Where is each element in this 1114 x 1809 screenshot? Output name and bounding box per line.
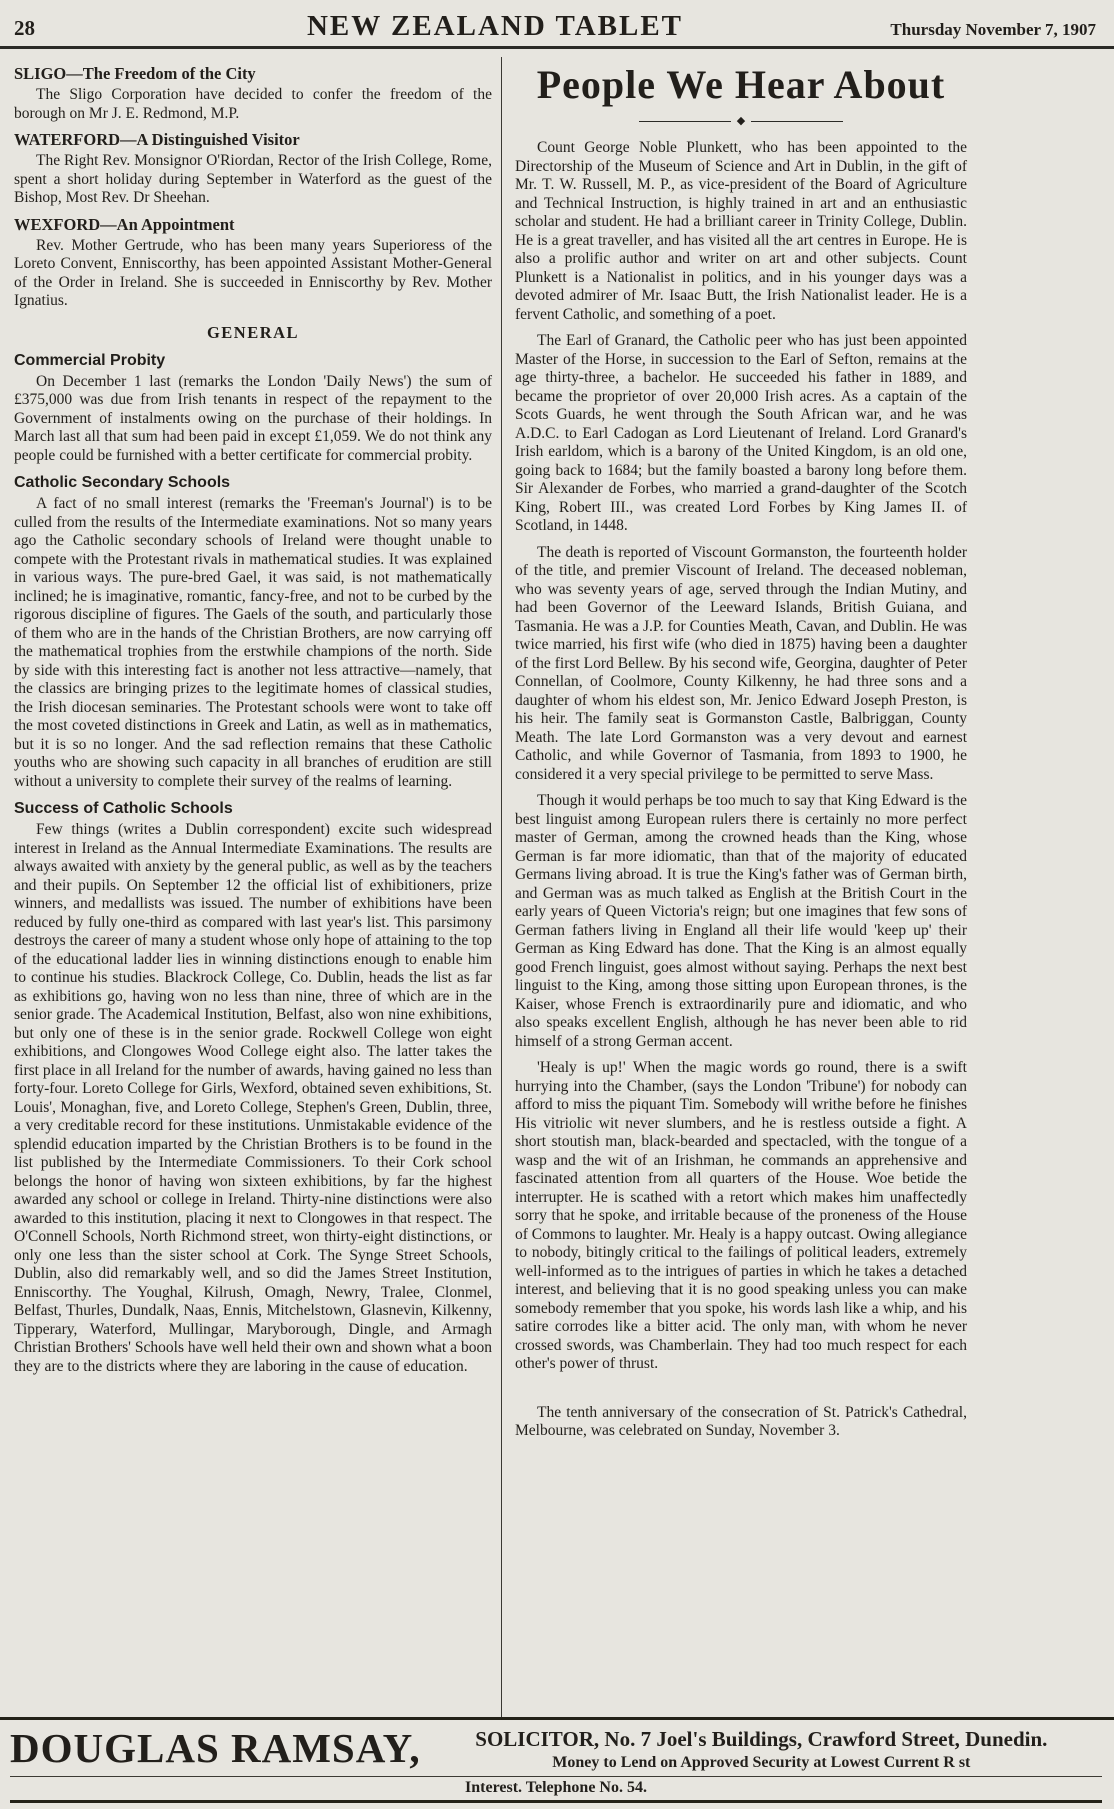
article-sligo (14, 64, 492, 123)
footer-ad (0, 1717, 1114, 1809)
divider-line (639, 121, 731, 122)
right-column (515, 57, 967, 1717)
paragraph-healy: 'Healy is up!' When the magic words go round, there is a swift hurrying into the Chamber, (says the London 'Tribune') for nobody can afford to miss the piquant Tim. Somebody will writhe before he finishes His vitriolic wit never slumbers, and he is restless outside a fight. A short stoutish man, black-bearded and spectacled, with the tongue of a wasp and the wit of an Irishman, he commands an apprehensive and fascinated attention from all quarters of the House. Woe betide the interrupter. He is scathed with a retort which makes him unaffectedly sorry that he spoke, and irritable because of the proneness of the House of Commons to laughter. Mr. Healy is a happy outcast. Owing allegiance to nobody, bitingly critical to the failings of political leaders, extremely well-informed as to the intrigues of parties in which he takes a detached interest, and believing that it is no good speaking unless you can make somebody remember that you spoke, his words lash like a whip, and his satire corrodes like a bitter acid. The only man, with whom he never crossed swords, was Chamberlain. They had too much respect for each other's power of thrust. (515, 1059, 967, 1372)
article-paragraph: On December 1 last (remarks the London 'Daily News') the sum of £375,000 was due from Irish tenants in respect of the repayment to the Government of instalments owing on the purchase of their holdings. In March last all that sum had been paid in except £1,059. We do not think any people could be furnished with a better certificate for commercial probity. (14, 372, 492, 464)
feature-title: People We Hear About (536, 62, 946, 107)
footer-ad-row (10, 1724, 1102, 1772)
article-heading: Success of Catholic Schools (14, 800, 233, 817)
diamond-icon: ◆ (736, 115, 746, 127)
article-catholic-secondary-schools (14, 474, 492, 791)
article-heading: Catholic Secondary Schools (14, 474, 231, 491)
advertiser-details (421, 1724, 1102, 1772)
article-heading: WATERFORD—A Distinguished Visitor (14, 130, 300, 149)
article-heading: Commercial Probity (14, 351, 166, 369)
diamond-divider (515, 116, 967, 127)
advertiser-title-address: SOLICITOR, No. 7 Joel's Buildings, Crawford Street, Dunedin. (475, 1727, 1048, 1751)
article-paragraph: Rev. Mother Gertrude, who has been many years Superioress of the Loreto Convent, Enniscorthy, has been appointed Assistant Mother-General of the Order in Ireland. She is succeeded in Enniscorthy by Rev. Mother Ignatius. (14, 236, 492, 309)
paragraph-plunkett: Count George Noble Plunkett, who has been appointed to the Directorship of the Museum of Science and Art in Dublin, in the gift of Mr. T. W. Russell, M. P., as vice-president of the Board of Agriculture and Technical Instruction, is highly trained in art and an enthusiastic scholar and student. He had a brilliant career in Trinity College, Dublin. He is a great traveller, and has visited all the art centres in Europe. He is also a prolific author and writer on art and other subjects. Count Plunkett is a Nationalist in politics, and in his younger days was a devoted admirer of Mr. Isaac Butt, the Irish Nationalist leader. He is a fervent Catholic, and something of a poet. (515, 139, 967, 323)
left-column (14, 57, 492, 1717)
advertiser-telephone: Interest. Telephone No. 54. (10, 1776, 1102, 1803)
masthead-title: NEW ZEALAND TABLET (306, 10, 684, 42)
article-paragraph: The Right Rev. Monsignor O'Riordan, Rector of the Irish College, Rome, spent a short holiday during September in Waterford as the guest of the Bishop, Most Rev. Dr Sheehan. (14, 152, 492, 206)
article-paragraph: The Sligo Corporation have decided to confer the freedom of the borough on Mr J. E. Redmond, M.P. (14, 86, 492, 122)
advertiser-name: DOUGLAS RAMSAY, (10, 1725, 421, 1771)
article-heading: SLIGO—The Freedom of the City (14, 64, 256, 83)
paragraph-st-patricks: The tenth anniversary of the consecration of St. Patrick's Cathedral, Melbourne, was celebrated on Sunday, November 3. (515, 1403, 967, 1439)
paragraph-granard: The Earl of Granard, the Catholic peer who has just been appointed Master of the Horse, in succession to the Earl of Sefton, remains at the age thirty-three, a bachelor. He succeeded his father in 1889, and became the proprietor of over 20,000 Irish acres. As a captain of the Scots Guards, he went through the South African war, and he was A.D.C. to Earl Cadogan as Lord Lieutenant of Ireland. Lord Granard's Irish earldom, which is a barony of the United Kingdom, is an old one, going back to 1684; but the family boasted a barony long before them. Sir Alexander de Forbes, who married a grand-daughter of the Scotch King, Robert III., was created Lord Forbes by King James II. of Scotland, in 1448. (515, 332, 967, 534)
article-commercial-probity (14, 352, 492, 466)
article-heading: WEXFORD—An Appointment (14, 214, 235, 234)
article-wexford (14, 215, 492, 311)
section-heading-general: GENERAL (206, 322, 300, 342)
paragraph-king-edward: Though it would perhaps be too much to say that King Edward is the best linguist among European rulers there is certainly no more perfect master of German, among the crowned heads than the King, whose German is far more idiomatic, than that of the majority of educated Germans living abroad. It is true the King's father was of German birth, and German was as much talked as English at the British Court in the early years of Queen Victoria's reign; but one imagines that few sons of German fathers living in England all their life would 'keep up' their German as King Edward has done. That the King is an almost equally good French linguist, goes almost without saying. Perhaps the next best linguist to the King, among those sitting upon European thrones, is the Kaiser, whose French is extraordinarily pure and idiomatic, and who also speaks excellent English, although he has never been able to rid himself of a strong German accent. (515, 792, 967, 1050)
page-header (0, 0, 1114, 46)
article-paragraph: Few things (writes a Dublin correspondent) excite such widespread interest in Ireland as the Annual Intermediate Examinations. The results are always awaited with anxiety by the general public, as well as by the teachers and their pupils. On September 12 the official list of exhibitioners, prize winners, and medallists was issued. The number of exhibitions have been reduced by fully one-third as compared with last year's list. This parsimony destroys the career of many a student whose only hope of attaining to the top of the educational ladder lies in winning distinctions enough to enable him to continue his studies. Blackrock College, Co. Dublin, heads the list as far as exhibitions go, having won no less than nine, three of which are in the senior grade. The Academical Institution, Belfast, also won nine exhibitions, but only one of these is in the senior grade. Rockwell College won eight exhibitions, and Clongowes Wood College eight also. The latter takes the first place in all Ireland for the number of awards, having gained no less than forty-four. Loreto College for Girls, Wexford, obtained seven exhibitions, St. Louis', Monaghan, five, and Loreto College, Stephen's Green, Dublin, three, a very creditable record for these institutions. Unmistakable evidence of the splendid education imparted by the Christian Brothers is to be found in the list published by the Intermediate Commissioners. To their Cork school belongs the honor of having won sixteen exhibitions, by far the highest awarded any school or college in Ireland. Thirty-nine distinctions were also awarded to this institution, placing it next to Clongowes in that respect. The O'Connell Schools, North Richmond street, won thirty-eight distinctions, or only one less than the sister school at Cork. The Synge Street Schools, Dublin, also did remarkably well, and so did the James Street Institution, Enniscorthy. The Youghal, Kilrush, Omagh, Newry, Tralee, Clonmel, Belfast, Thurles, Dundalk, Naas, Ennis, Mitchelstown, Glasnevin, Kilkenny, Tipperary, Waterford, Mullingar, Maryborough, Dingle, and Armagh Christian Brothers' Schools have well held their own and shown what a boon they are to the districts where they are laboring in the cause of education. (14, 821, 492, 1375)
article-success-catholic-schools (14, 800, 492, 1376)
paragraph-gormanston: The death is reported of Viscount Gormanston, the fourteenth holder of the title, and premier Viscount of Ireland. The deceased nobleman, who was seventy years of age, served through the Indian Mutiny, and had been Governor of the Leeward Islands, British Guiana, and Tasmania. He was a J.P. for Counties Meath, Cavan, and Dublin. He was twice married, his first wife (who died in 1875) having been a daughter of the first Lord Bellew. By his second wife, Georgina, daughter of Peter Connellan, of Coolmore, County Kilkenny, he had three sons and a daughter of whom his eldest son, Mr. Jenico Edward Joseph Preston, is his heir. The family seat is Gormanston Castle, Balbriggan, County Meath. The late Lord Gormanston was a very devout and earnest Catholic, and while Governor of Tasmania, from 1893 to 1900, he considered it a very special privilege to be permitted to serve Mass. (515, 543, 967, 783)
issue-date: Thursday November 7, 1907 (890, 20, 1096, 39)
article-waterford (14, 130, 492, 208)
divider-line (751, 121, 843, 122)
page-number: 28 (14, 16, 35, 40)
article-paragraph: A fact of no small interest (remarks the 'Freeman's Journal') is to be culled from the results of the Intermediate examinations. Not so many years ago the Catholic secondary schools of Ireland were thought unable to compete with the Protestant rivals in mathematical studies. It was explained in various ways. The pure-bred Gael, it was said, is not mathematically inclined; he is imaginative, romantic, fancy-free, and not to be curbed by the rigorous discipline of figures. The Gaels of the south, and particularly those of them who are in the hands of the Christian Brothers, are now carrying off the mathematical trophies from the erstwhile champions of the north. Side by side with this interesting fact is another not less attractive—namely, that the classics are bringing prizes to the legitimate homes of classical studies, the Irish diocesan seminaries. The Protestant schools were wont to take off the most coveted distinctions in Greek and Latin, as well as in mathematics, but it is so no longer. And the sad reflection remains that these Catholic youths who are showing such capacity in all branches of erudition are still without a university to complete their survey of the realms of learning. (14, 495, 492, 790)
advertiser-offer: Money to Lend on Approved Security at Lowest Current R st (552, 1754, 971, 1771)
column-divider (501, 57, 502, 1717)
content-columns (0, 49, 1114, 1717)
